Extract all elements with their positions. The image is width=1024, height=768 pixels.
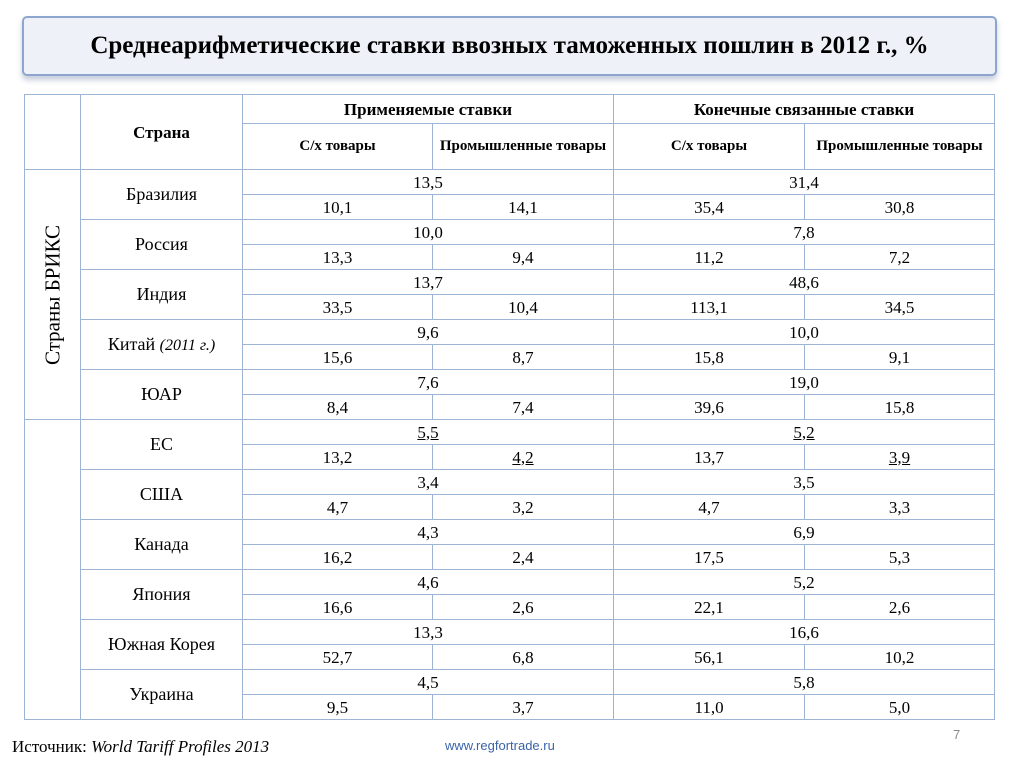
header-bound-agri: С/х товары (614, 124, 805, 170)
table-row (25, 370, 995, 395)
bound-agri: 39,6 (614, 395, 805, 420)
applied-industrial: 10,4 (433, 295, 614, 320)
country-name: Бразилия (81, 170, 243, 220)
applied-industrial: 14,1 (433, 195, 614, 220)
header-applied-rates: Применяемые ставки (243, 95, 614, 124)
bound-total: 5,2 (793, 422, 815, 442)
applied-agri: 9,5 (243, 695, 433, 720)
bound-total: 5,2 (614, 570, 995, 595)
header-country: Страна (81, 95, 243, 170)
applied-total-cell (243, 420, 614, 445)
applied-agri: 16,2 (243, 545, 433, 570)
bound-agri: 11,2 (614, 245, 805, 270)
table-row (25, 170, 995, 195)
table-row (25, 620, 995, 645)
bound-industrial: 34,5 (805, 295, 995, 320)
country-name: Китай (107, 333, 156, 354)
country-note: (2011 г.) (159, 336, 216, 354)
footer-url: www.regfortrade.ru (445, 738, 555, 753)
bound-industrial: 15,8 (805, 395, 995, 420)
bound-industrial: 10,2 (805, 645, 995, 670)
applied-industrial: 3,7 (433, 695, 614, 720)
applied-total: 4,6 (243, 570, 614, 595)
applied-industrial-cell (433, 445, 614, 470)
group-label-brics: Страны БРИКС (40, 224, 64, 365)
bound-industrial: 2,6 (805, 595, 995, 620)
table-row (25, 270, 995, 295)
header-applied-industrial: Промышленные товары (433, 124, 614, 170)
applied-agri: 52,7 (243, 645, 433, 670)
bound-agri: 113,1 (614, 295, 805, 320)
bound-agri: 17,5 (614, 545, 805, 570)
applied-total: 5,5 (417, 422, 439, 442)
applied-agri: 13,2 (243, 445, 433, 470)
bound-agri: 22,1 (614, 595, 805, 620)
country-name: Индия (81, 270, 243, 320)
source-name: World Tariff Profiles 2013 (91, 737, 270, 756)
bound-industrial: 5,3 (805, 545, 995, 570)
header-bound-industrial: Промышленные товары (805, 124, 995, 170)
applied-agri: 13,3 (243, 245, 433, 270)
applied-agri: 33,5 (243, 295, 433, 320)
header-bound-rates: Конечные связанные ставки (614, 95, 995, 124)
bound-industrial: 30,8 (805, 195, 995, 220)
bound-total: 16,6 (614, 620, 995, 645)
slide-title-box (22, 16, 997, 76)
applied-industrial: 7,4 (433, 395, 614, 420)
table-row (25, 320, 995, 345)
bound-total: 6,9 (614, 520, 995, 545)
applied-industrial: 4,2 (512, 447, 534, 467)
tariff-table (24, 94, 995, 720)
applied-total: 7,6 (243, 370, 614, 395)
bound-industrial: 7,2 (805, 245, 995, 270)
bound-total: 5,8 (614, 670, 995, 695)
header-row-1 (25, 95, 995, 124)
applied-agri: 16,6 (243, 595, 433, 620)
bound-total: 31,4 (614, 170, 995, 195)
applied-total: 9,6 (243, 320, 614, 345)
source-label: Источник: (12, 737, 87, 756)
country-name: США (81, 470, 243, 520)
applied-industrial: 3,2 (433, 495, 614, 520)
applied-total: 3,4 (243, 470, 614, 495)
page-number: 7 (953, 727, 961, 742)
header-applied-agri: С/х товары (243, 124, 433, 170)
bound-total: 3,5 (614, 470, 995, 495)
applied-industrial: 6,8 (433, 645, 614, 670)
slide-title: Среднеарифметические ставки ввозных таможенных пошлин в 2012 г., % (90, 32, 929, 59)
applied-industrial: 2,6 (433, 595, 614, 620)
applied-industrial: 2,4 (433, 545, 614, 570)
bound-total: 19,0 (614, 370, 995, 395)
bound-total: 7,8 (614, 220, 995, 245)
group-label-other-cell (25, 420, 81, 720)
country-name: Южная Корея (81, 620, 243, 670)
table-row (25, 220, 995, 245)
bound-industrial: 3,9 (888, 447, 911, 467)
applied-agri: 8,4 (243, 395, 433, 420)
bound-agri: 35,4 (614, 195, 805, 220)
bound-industrial: 5,0 (805, 695, 995, 720)
applied-agri: 10,1 (243, 195, 433, 220)
bound-total: 48,6 (614, 270, 995, 295)
country-name: Россия (81, 220, 243, 270)
bound-industrial: 3,3 (805, 495, 995, 520)
table-row (25, 420, 995, 445)
bound-industrial-cell (805, 445, 995, 470)
applied-total: 13,7 (243, 270, 614, 295)
bound-agri: 15,8 (614, 345, 805, 370)
table-row (25, 470, 995, 495)
applied-total: 10,0 (243, 220, 614, 245)
bound-agri: 11,0 (614, 695, 805, 720)
table-row (25, 570, 995, 595)
applied-total: 13,5 (243, 170, 614, 195)
bound-agri: 56,1 (614, 645, 805, 670)
country-name: Япония (81, 570, 243, 620)
header-corner-cell (25, 95, 81, 170)
applied-total: 4,3 (243, 520, 614, 545)
table-row (25, 670, 995, 695)
table-row (25, 520, 995, 545)
bound-agri: 13,7 (614, 445, 805, 470)
applied-agri: 15,6 (243, 345, 433, 370)
applied-industrial: 8,7 (433, 345, 614, 370)
source-note (12, 737, 269, 757)
group-label-brics-cell (25, 170, 81, 420)
bound-agri: 4,7 (614, 495, 805, 520)
bound-total: 10,0 (614, 320, 995, 345)
country-name: Канада (81, 520, 243, 570)
bound-industrial: 9,1 (805, 345, 995, 370)
country-name: Украина (81, 670, 243, 720)
applied-total: 4,5 (243, 670, 614, 695)
country-name-cell (81, 320, 243, 370)
country-name: ЮАР (81, 370, 243, 420)
country-name: ЕС (81, 420, 243, 470)
bound-total-cell (614, 420, 995, 445)
applied-agri: 4,7 (243, 495, 433, 520)
applied-industrial: 9,4 (433, 245, 614, 270)
applied-total: 13,3 (243, 620, 614, 645)
